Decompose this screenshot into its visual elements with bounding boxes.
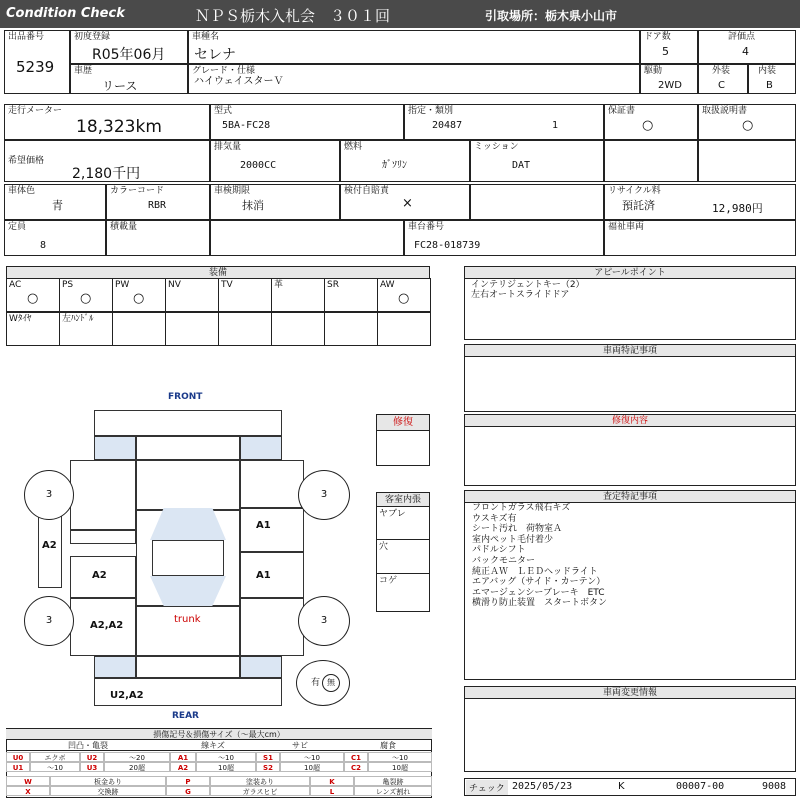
rating-label: 評価点 [728, 32, 756, 42]
legend-cell: A1 [170, 752, 196, 762]
odometer: 18,323km [76, 117, 162, 137]
legend-group-header: 腐食 [344, 740, 432, 751]
capacity-value: 8 [40, 240, 47, 251]
name-box [188, 30, 640, 64]
reg-label: 初度登録 [74, 32, 111, 42]
special-box [464, 344, 796, 412]
hood [136, 436, 240, 460]
inspection-line: フロントガラス飛石キズ [472, 503, 571, 513]
repair-detail-title: 修復内容 [465, 415, 795, 427]
cabin-box [376, 492, 430, 612]
cabin-divider-2 [377, 573, 429, 574]
repair-box [376, 414, 430, 466]
tire-rear-right: 3 [298, 596, 350, 646]
insurance-label: 検付自賠責 [344, 186, 390, 196]
spec-value-2: 1 [552, 120, 559, 131]
recycle-label: リサイクル料 [608, 186, 661, 196]
front-label: FRONT [168, 392, 203, 402]
legend-cell: U1 [6, 762, 30, 772]
doors-label: ドア数 [644, 32, 671, 42]
color-label: 車体色 [8, 186, 36, 196]
inspection-line: 室内ペット毛付着少 [472, 534, 554, 545]
repair-title: 修復 [377, 415, 429, 431]
equipment-cell [59, 312, 113, 346]
chassis-value: FC28-018739 [414, 240, 481, 251]
legend-cell: 20超 [104, 762, 170, 772]
repair-detail-box [464, 414, 796, 486]
legend-group-header: サビ [256, 740, 344, 751]
color-value: 青 [52, 199, 63, 212]
inspection-line: エアバッグ（サイド・カーテン） [472, 577, 606, 588]
legend-cell: L [310, 786, 354, 796]
grade-value: ハイウェイスターＶ [194, 76, 284, 87]
appeal-line-2: 左右オートスライドドア [471, 290, 570, 300]
mark-right-rear: A1 [256, 570, 271, 581]
mission-value: DAT [512, 160, 531, 171]
legend-group-header: 凹凸・亀裂 [6, 740, 170, 751]
legend-cell: 塗装あり [210, 776, 310, 786]
equipment-label: PS [62, 280, 74, 290]
recycle-status: 預託済 [622, 199, 655, 212]
spec-label: 指定・類別 [408, 106, 454, 116]
left-front-door [70, 530, 136, 544]
pickup-location: 引取場所：栃木県小山市 [485, 9, 618, 23]
equipment-label: AW [380, 280, 395, 290]
cabin-item-tear: ヤブレ [379, 509, 406, 519]
legend-cell: 〜10 [196, 752, 256, 762]
ext-value: C [718, 80, 725, 91]
equipment-value: ○ [398, 291, 410, 306]
legend-title: 損傷記号＆損傷サイズ（〜最大cm） [6, 729, 432, 740]
mark-rear-bumper: U2,A2 [110, 690, 144, 701]
price-label: 希望価格 [8, 156, 45, 166]
legend-cell: レンズ割れ [354, 786, 432, 796]
doors-value: 5 [662, 45, 669, 58]
equipment-cell [377, 278, 431, 312]
equipment-cell [165, 278, 219, 312]
legend-cell: 〜20 [104, 752, 170, 762]
legend-cell: U0 [6, 752, 30, 762]
inspection-line: ウスキズ有 [472, 513, 517, 524]
appeal-box [464, 266, 796, 340]
tire-front-left: 3 [24, 470, 74, 520]
inspect-value: 抹消 [242, 199, 264, 212]
legend-cell: U3 [80, 762, 104, 772]
equipment-label: NV [168, 280, 181, 290]
fuel-value: ｶﾞｿﾘﾝ [382, 160, 407, 171]
left-front-fender [70, 460, 136, 530]
change-title: 車両変更情報 [465, 687, 795, 699]
equipment-cell [324, 312, 378, 346]
header-title: ＮＰＳ栃木入札会 ３０１回 [195, 7, 391, 25]
reg-date: R05年06月 [92, 47, 166, 63]
spare-tire-icon: 無 [322, 674, 340, 692]
front-bumper [94, 410, 282, 436]
equipment-cell [218, 278, 272, 312]
change-box [464, 686, 796, 772]
right-quarter [240, 598, 304, 656]
cabin-title: 客室内張 [377, 493, 429, 507]
legend-cell: 板金あり [50, 776, 166, 786]
footer-code-1: 00007-00 [676, 781, 725, 792]
manual-label: 取扱説明書 [702, 106, 748, 116]
inspection-line: シート汚れ 荷物室Ａ [472, 524, 563, 535]
appeal-line-1: インテリジェントキー（2） [471, 280, 585, 290]
load-label: 積載量 [110, 222, 138, 232]
chassis-left-box [210, 220, 404, 256]
roof [152, 540, 224, 576]
spec-value-1: 20487 [432, 120, 463, 131]
cabin-item-hole: 穴 [379, 542, 389, 552]
legend-cell: エクボ [30, 752, 80, 762]
colorcode-label: カラーコード [110, 186, 165, 196]
tire-front-right: 3 [298, 470, 350, 520]
mark-left-rear-door: A2 [92, 570, 107, 581]
equipment-label: Wﾀｲﾔ [9, 314, 32, 324]
lot-label: 出品番号 [8, 32, 45, 42]
legend-cell: U2 [80, 752, 104, 762]
equipment-cell [271, 278, 325, 312]
right-rear-door [240, 552, 304, 598]
inspection-line: バックモニター [472, 556, 536, 566]
legend-cell: W [6, 776, 50, 786]
drive-value: 2WD [658, 80, 682, 91]
mission-label: ミッション [474, 142, 519, 152]
legend-cell: 10超 [280, 762, 344, 772]
equipment-label: 革 [274, 280, 284, 290]
equipment-cell [165, 312, 219, 346]
equipment-label: PW [115, 280, 130, 290]
disp-value: 2000CC [240, 160, 277, 171]
warranty-label: 保証書 [608, 106, 636, 116]
car-name: セレナ [194, 47, 236, 63]
front-left-corner [94, 436, 136, 460]
recycle-value: 12,980円 [712, 202, 763, 215]
insurance-value: × [402, 196, 413, 211]
name-label: 車種名 [192, 32, 220, 42]
legend-cell: 〜10 [30, 762, 80, 772]
equipment-value: ○ [80, 291, 92, 306]
check-mark: K [618, 781, 625, 792]
insurance-blank-box [470, 184, 604, 220]
mid-blank-box-2 [698, 140, 796, 182]
capacity-label: 定員 [8, 222, 27, 232]
legend-cell: A2 [170, 762, 196, 772]
int-value: B [766, 80, 773, 91]
inspection-line: エマージェンシーブレーキ ETC [472, 587, 605, 598]
equipment-cell [218, 312, 272, 346]
special-title: 車両特記事項 [465, 345, 795, 357]
equipment-value: ○ [27, 291, 39, 306]
inspection-line: 純正ＡＷ ＬＥＤヘッドライト [472, 566, 598, 577]
chassis-label: 車台番号 [408, 222, 445, 232]
equipment-label: 左ﾊﾝﾄﾞﾙ [62, 314, 94, 324]
history-label: 車歴 [74, 66, 93, 76]
legend-cell: ガラスヒビ [210, 786, 310, 796]
odo-label: 走行メーター [8, 106, 63, 116]
trunk-label: trunk [174, 614, 201, 625]
left-side-sill [38, 514, 62, 588]
inspection-title: 査定特記事項 [465, 491, 795, 503]
right-front-door [240, 508, 304, 552]
equipment-cell [6, 312, 60, 346]
rear-center [136, 656, 240, 678]
legend-cell: C2 [344, 762, 368, 772]
legend-cell: 亀裂跡 [354, 776, 432, 786]
equipment-cell [324, 278, 378, 312]
legend-cell: X [6, 786, 50, 796]
equipment-cell [377, 312, 431, 346]
disp-label: 排気量 [214, 142, 242, 152]
inspection-line: パドルシフト [472, 545, 526, 556]
footer-code-2: 9008 [762, 781, 787, 792]
cabin-item-burn: コゲ [379, 576, 398, 586]
equipment-cell [271, 312, 325, 346]
legend-cell: 〜10 [280, 752, 344, 762]
rear-left-corner [94, 656, 136, 678]
lot-number: 5239 [16, 58, 55, 76]
legend-cell: C1 [344, 752, 368, 762]
front-right-corner [240, 436, 282, 460]
history-value: リース [102, 79, 138, 93]
mark-left-quarter: A2,A2 [90, 620, 124, 631]
legend-cell: S2 [256, 762, 280, 772]
equipment-label: AC [9, 280, 22, 290]
fuel-label: 燃料 [344, 142, 363, 152]
int-label: 内装 [758, 66, 777, 76]
check-date: 2025/05/23 [512, 781, 573, 792]
legend-cell: S1 [256, 752, 280, 762]
mid-blank-box [604, 140, 698, 182]
legend-group-header: 線キズ [170, 740, 256, 751]
inspect-label: 車検期限 [214, 186, 251, 196]
legend-cell: 10超 [368, 762, 432, 772]
inspection-line: 横滑り防止装置 スタートボタン [472, 598, 608, 609]
legend-cell: 〜10 [368, 752, 432, 762]
legend-cell: P [166, 776, 210, 786]
equipment-label: TV [221, 280, 233, 290]
rating-value: 4 [742, 45, 749, 58]
legend-cell: G [166, 786, 210, 796]
appeal-title: アピールポイント [465, 267, 795, 279]
equipment-cell [112, 312, 166, 346]
rear-right-corner [240, 656, 282, 678]
grade-label: グレード・仕様 [192, 66, 256, 76]
type-label: 型式 [214, 106, 233, 116]
legend-cell: 10超 [196, 762, 256, 772]
hood-center [136, 460, 240, 510]
type-value: 5BA-FC28 [222, 120, 271, 131]
equipment-label: SR [327, 280, 339, 290]
warranty-value: ○ [642, 118, 654, 133]
equipment-cell [112, 278, 166, 312]
rear-label: REAR [172, 711, 199, 721]
right-front-fender [240, 460, 304, 508]
header-left-title: Condition Check [6, 6, 125, 21]
mark-right-front: A1 [256, 520, 271, 531]
spare-label: 有 [311, 678, 321, 688]
check-label: チェック [466, 780, 508, 795]
legend-cell: 交換跡 [50, 786, 166, 796]
mark-left-side: A2 [42, 540, 57, 551]
hope-price: 2,180千円 [72, 166, 141, 182]
legend-cell: K [310, 776, 354, 786]
colorcode-value: RBR [148, 200, 167, 211]
welfare-label: 福祉車両 [608, 222, 645, 232]
tire-rear-left: 3 [24, 596, 74, 646]
equipment-title: 装備 [7, 267, 429, 279]
cabin-divider-1 [377, 539, 429, 540]
equipment-value: ○ [133, 291, 145, 306]
equipment-cell [59, 278, 113, 312]
equipment-cell [6, 278, 60, 312]
ext-label: 外装 [712, 66, 731, 76]
manual-value: ○ [742, 118, 754, 133]
drive-label: 駆動 [644, 66, 663, 76]
